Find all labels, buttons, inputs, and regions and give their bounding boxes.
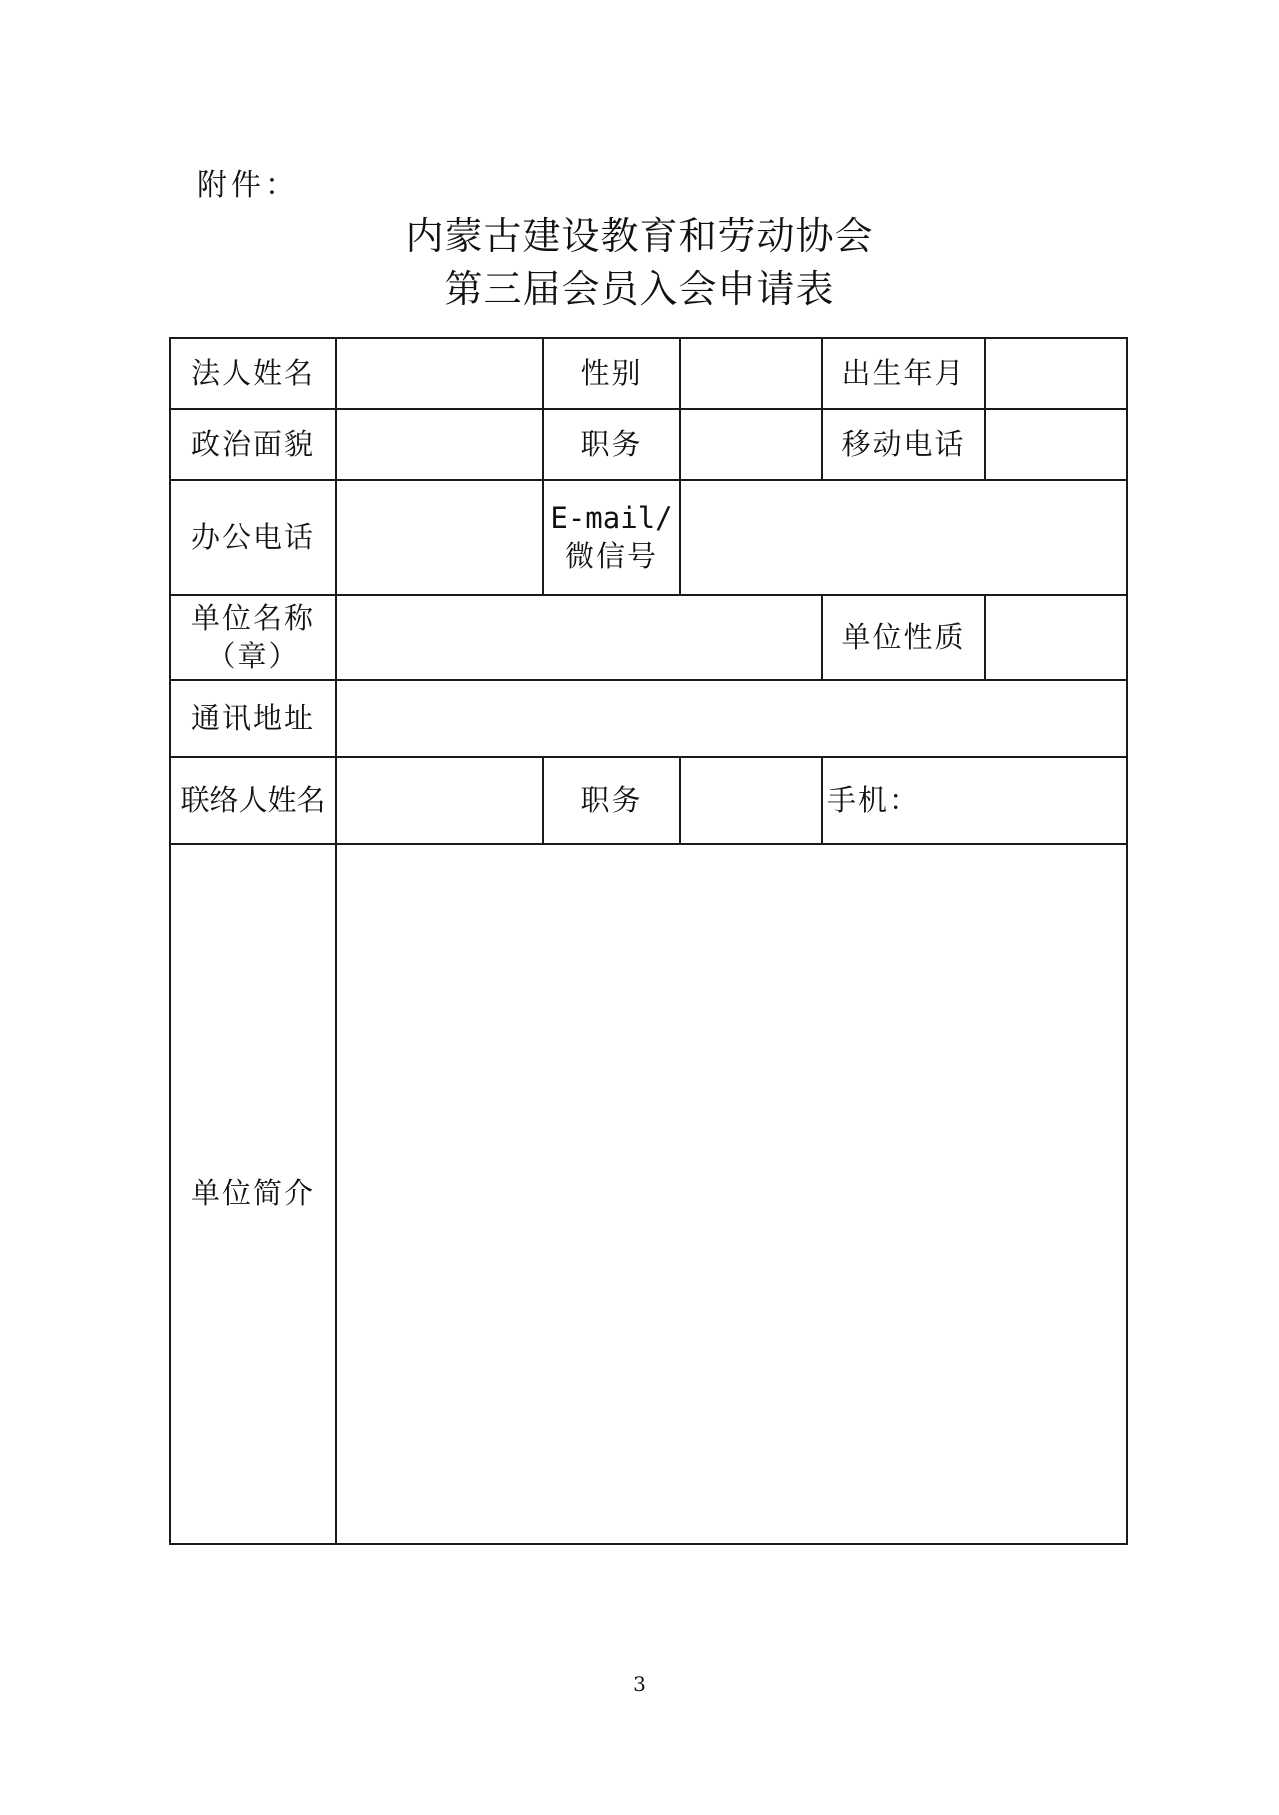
org-name-label [170, 595, 336, 680]
mobile-phone-label: 移动电话 [822, 409, 985, 480]
contact-mobile-label[interactable]: 手机： [822, 757, 1127, 844]
form-row-political [170, 409, 1127, 480]
political-status-field[interactable] [336, 409, 543, 480]
email-label-line1: E-mail/ [550, 500, 673, 535]
gender-label: 性别 [543, 338, 680, 409]
org-intro-field[interactable] [336, 844, 1127, 1544]
birth-date-label: 出生年月 [822, 338, 985, 409]
position-label: 职务 [543, 409, 680, 480]
position-field[interactable] [680, 409, 822, 480]
email-wechat-label [543, 480, 680, 595]
legal-person-name-field[interactable] [336, 338, 543, 409]
org-name-label-line1: 单位名称 [190, 600, 315, 635]
form-row-contact-info [170, 480, 1127, 595]
org-name-label-line2: （章） [206, 638, 300, 673]
gender-field[interactable] [680, 338, 822, 409]
address-field[interactable] [336, 680, 1127, 757]
email-wechat-field[interactable] [680, 480, 1127, 595]
birth-date-field[interactable] [985, 338, 1127, 409]
political-status-label: 政治面貌 [170, 409, 336, 480]
contact-position-label: 职务 [543, 757, 680, 844]
form-row-contact-person [170, 757, 1127, 844]
office-phone-field[interactable] [336, 480, 543, 595]
document-title: 内蒙古建设教育和劳动协会 [405, 214, 874, 258]
contact-name-label: 联络人姓名 [170, 757, 336, 844]
mobile-phone-field[interactable] [985, 409, 1127, 480]
attachment-label: 附件： [197, 168, 299, 203]
form-row-address [170, 680, 1127, 757]
page-number: 3 [633, 1672, 646, 1696]
contact-name-field[interactable] [336, 757, 543, 844]
org-name-field[interactable] [336, 595, 822, 680]
document-subtitle: 第三届会员入会申请表 [444, 267, 835, 311]
form-row-org [170, 595, 1127, 680]
org-nature-label: 单位性质 [822, 595, 985, 680]
form-row-org-intro [170, 844, 1127, 1544]
application-form-table [169, 337, 1128, 1545]
office-phone-label: 办公电话 [170, 480, 336, 595]
address-label: 通讯地址 [170, 680, 336, 757]
contact-position-field[interactable] [680, 757, 822, 844]
legal-person-name-label: 法人姓名 [170, 338, 336, 409]
email-label-line2: 微信号 [564, 538, 658, 573]
org-intro-label: 单位简介 [170, 844, 336, 1544]
form-row-legal-person [170, 338, 1127, 409]
org-nature-field[interactable] [985, 595, 1127, 680]
